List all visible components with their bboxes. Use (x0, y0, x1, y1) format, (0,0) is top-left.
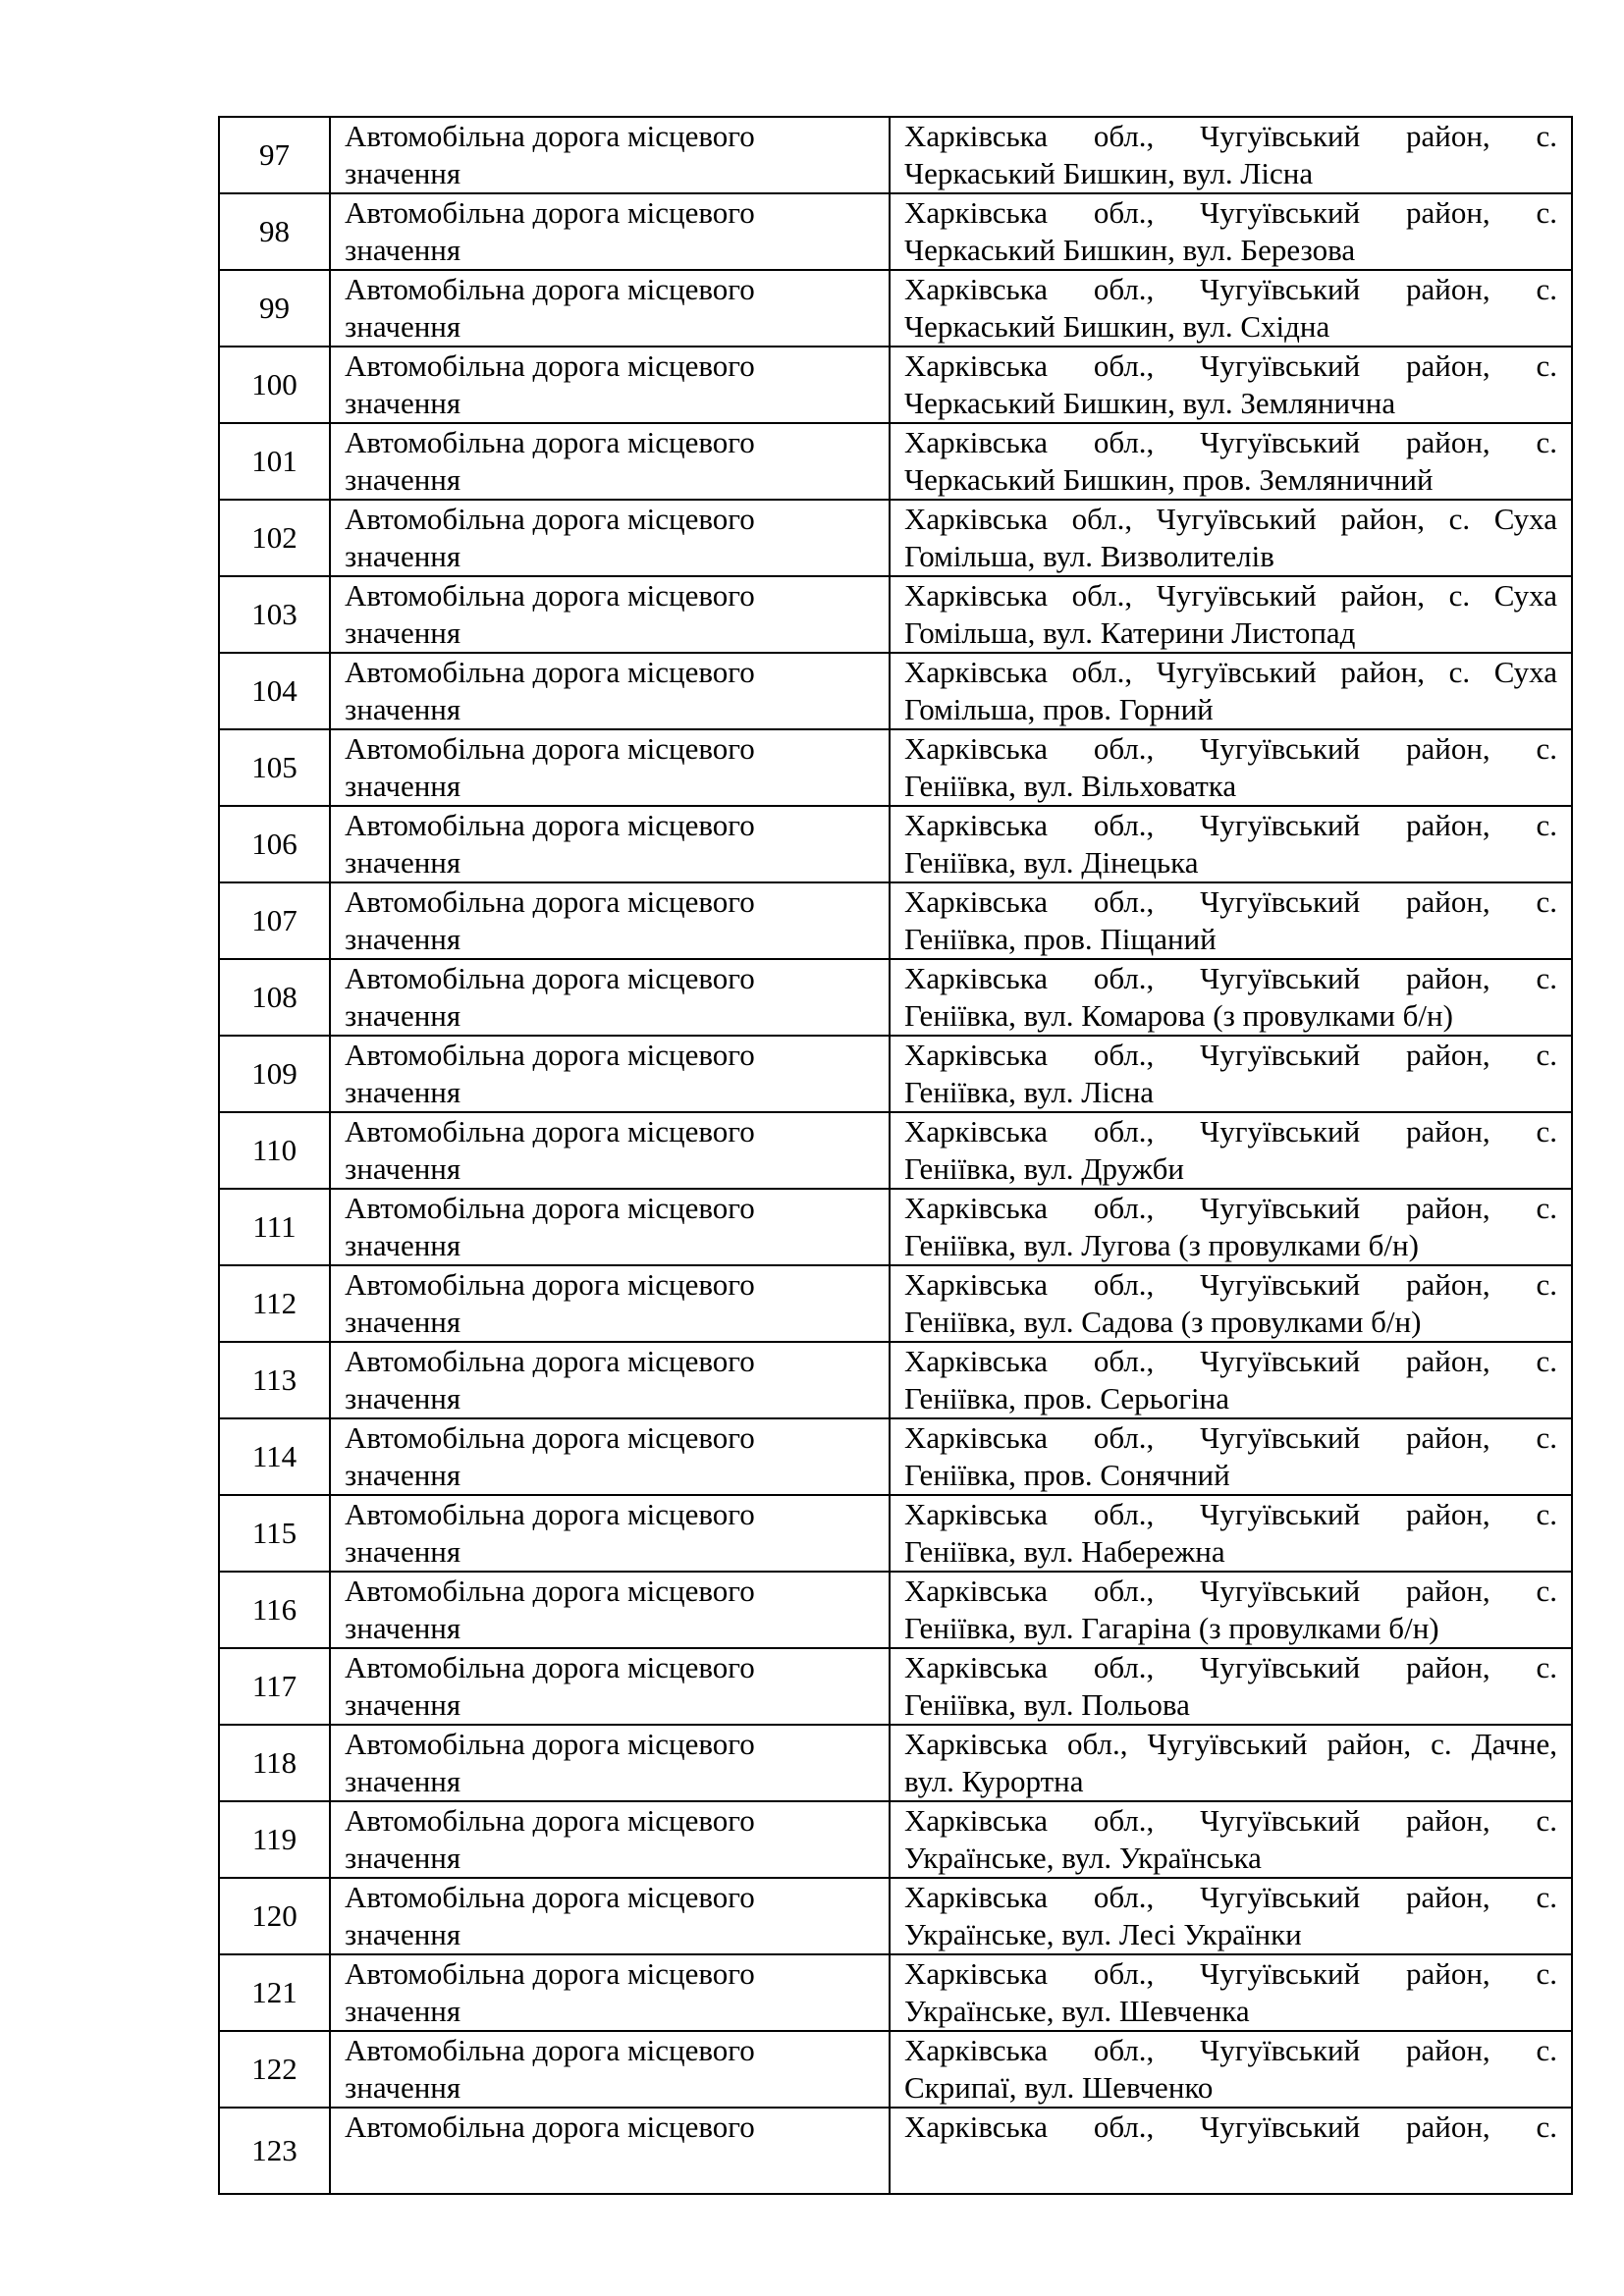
address-line: Харківська обл., Чугуївський район, с. (904, 1191, 1557, 1225)
object-name-line: значення (345, 1534, 461, 1569)
address-line: Харківська обл., Чугуївський район, с. (904, 1344, 1557, 1378)
address-cell (890, 1189, 1572, 1265)
row-number: 100 (219, 347, 330, 423)
object-name-line: Автомобільна дорога місцевого (345, 1880, 755, 1914)
object-name-line: значення (345, 769, 461, 803)
object-name-cell (330, 2031, 890, 2108)
table-row (219, 1954, 1572, 2031)
object-name-line: Автомобільна дорога місцевого (345, 1727, 755, 1761)
object-name-line: значення (345, 1994, 461, 2028)
address-line: Черкаський Бишкин, вул. Землянична (904, 386, 1396, 420)
object-name-line: Автомобільна дорога місцевого (345, 1803, 755, 1838)
address-line: Черкаський Бишкин, вул. Східна (904, 309, 1330, 344)
table-row (219, 2031, 1572, 2108)
address-cell (890, 2031, 1572, 2108)
row-number: 104 (219, 653, 330, 729)
address-line: Геніївка, пров. Сонячний (904, 1458, 1230, 1492)
object-name-line: Автомобільна дорога місцевого (345, 1420, 755, 1455)
row-number: 107 (219, 882, 330, 959)
row-number: 98 (219, 193, 330, 270)
table-row (219, 2108, 1572, 2194)
object-name-cell (330, 1342, 890, 1418)
object-name-line: Автомобільна дорога місцевого (345, 425, 755, 459)
address-line: Геніївка, вул. Дінецька (904, 845, 1199, 880)
address-line: Харківська обл., Чугуївський район, с. (904, 1114, 1557, 1148)
table-row (219, 1725, 1572, 1801)
row-number: 118 (219, 1725, 330, 1801)
address-line: Українське, вул. Шевченка (904, 1994, 1250, 2028)
object-name-line: Автомобільна дорога місцевого (345, 119, 755, 153)
row-number: 105 (219, 729, 330, 806)
address-cell (890, 959, 1572, 1036)
table-row (219, 193, 1572, 270)
row-number: 108 (219, 959, 330, 1036)
roads-table-body (219, 117, 1572, 2194)
object-name-line: Автомобільна дорога місцевого (345, 1038, 755, 1072)
table-row (219, 576, 1572, 653)
object-name-cell (330, 1036, 890, 1112)
address-line: Харківська обл., Чугуївський район, с. (904, 425, 1557, 459)
object-name-line: значення (345, 233, 461, 267)
object-name-line: Автомобільна дорога місцевого (345, 1497, 755, 1531)
object-name-line: Автомобільна дорога місцевого (345, 272, 755, 306)
address-cell (890, 2108, 1572, 2194)
table-row (219, 729, 1572, 806)
object-name-line: Автомобільна дорога місцевого (345, 1191, 755, 1225)
table-row (219, 653, 1572, 729)
table-row (219, 1265, 1572, 1342)
object-name-line: Автомобільна дорога місцевого (345, 731, 755, 766)
address-line: Гомільша, вул. Визволителів (904, 539, 1274, 573)
address-cell (890, 270, 1572, 347)
address-line: Геніївка, вул. Набережна (904, 1534, 1225, 1569)
table-row (219, 1495, 1572, 1572)
object-name-cell (330, 729, 890, 806)
object-name-cell (330, 347, 890, 423)
object-name-line: значення (345, 922, 461, 956)
address-line: Харківська обл., Чугуївський район, с. (904, 1880, 1557, 1914)
object-name-cell (330, 882, 890, 959)
address-line: Харківська обл., Чугуївський район, с. (904, 884, 1557, 919)
address-line: Українське, вул. Лесі Українки (904, 1917, 1302, 1951)
address-line: Харківська обл., Чугуївський район, с. (904, 1267, 1557, 1302)
address-cell (890, 1878, 1572, 1954)
object-name-line: Автомобільна дорога місцевого (345, 578, 755, 613)
object-name-line: значення (345, 309, 461, 344)
object-name-line: значення (345, 462, 461, 497)
table-row (219, 347, 1572, 423)
object-name-line: Автомобільна дорога місцевого (345, 1344, 755, 1378)
table-row (219, 1801, 1572, 1878)
address-cell (890, 653, 1572, 729)
row-number: 110 (219, 1112, 330, 1189)
object-name-cell (330, 959, 890, 1036)
address-line: Скрипаї, вул. Шевченко (904, 2070, 1214, 2105)
row-number: 103 (219, 576, 330, 653)
object-name-line: значення (345, 539, 461, 573)
object-name-line: Автомобільна дорога місцевого (345, 884, 755, 919)
address-line: Харківська обл., Чугуївський район, с. (904, 2109, 1557, 2144)
object-name-line: значення (345, 1075, 461, 1109)
object-name-cell (330, 1801, 890, 1878)
address-line: Харківська обл., Чугуївський район, с. Суха (904, 655, 1557, 689)
address-cell (890, 1342, 1572, 1418)
object-name-line: значення (345, 615, 461, 650)
object-name-cell (330, 1725, 890, 1801)
address-line: Харківська обл., Чугуївський район, с. (904, 1574, 1557, 1608)
address-cell (890, 1112, 1572, 1189)
address-cell (890, 193, 1572, 270)
address-cell (890, 729, 1572, 806)
object-name-cell (330, 1954, 890, 2031)
object-name-cell (330, 500, 890, 576)
address-line: Харківська обл., Чугуївський район, с. (904, 1420, 1557, 1455)
row-number: 123 (219, 2108, 330, 2194)
object-name-cell (330, 1878, 890, 1954)
row-number: 122 (219, 2031, 330, 2108)
address-line: Геніївка, вул. Садова (з провулками б/н) (904, 1305, 1422, 1339)
address-cell (890, 500, 1572, 576)
address-line: Геніївка, вул. Дружби (904, 1151, 1185, 1186)
object-name-line: значення (345, 1458, 461, 1492)
table-row (219, 882, 1572, 959)
table-row (219, 959, 1572, 1036)
object-name-cell (330, 1189, 890, 1265)
address-cell (890, 1954, 1572, 2031)
object-name-line: значення (345, 998, 461, 1033)
address-cell (890, 1725, 1572, 1801)
object-name-line: Автомобільна дорога місцевого (345, 195, 755, 230)
address-line: Харківська обл., Чугуївський район, с. (904, 1038, 1557, 1072)
address-line: вул. Курортна (904, 1764, 1084, 1798)
object-name-line: значення (345, 692, 461, 726)
table-row (219, 117, 1572, 193)
address-line: Харківська обл., Чугуївський район, с. (904, 272, 1557, 306)
address-cell (890, 806, 1572, 882)
object-name-line: Автомобільна дорога місцевого (345, 808, 755, 842)
address-cell (890, 576, 1572, 653)
row-number: 112 (219, 1265, 330, 1342)
object-name-cell (330, 806, 890, 882)
object-name-line: Автомобільна дорога місцевого (345, 961, 755, 995)
object-name-line: значення (345, 1917, 461, 1951)
row-number: 114 (219, 1418, 330, 1495)
address-cell (890, 1418, 1572, 1495)
object-name-line: значення (345, 1841, 461, 1875)
address-line: Харківська обл., Чугуївський район, с. Дачне, (904, 1727, 1557, 1761)
row-number: 106 (219, 806, 330, 882)
object-name-cell (330, 1112, 890, 1189)
address-line: Черкаський Бишкин, вул. Лісна (904, 156, 1314, 190)
table-row (219, 1112, 1572, 1189)
table-row (219, 1036, 1572, 1112)
row-number: 119 (219, 1801, 330, 1878)
address-cell (890, 347, 1572, 423)
address-line: Харківська обл., Чугуївський район, с. (904, 1803, 1557, 1838)
address-cell (890, 1648, 1572, 1725)
object-name-cell (330, 1572, 890, 1648)
address-cell (890, 1265, 1572, 1342)
row-number: 99 (219, 270, 330, 347)
address-line: Геніївка, пров. Серьогіна (904, 1381, 1229, 1415)
object-name-line: Автомобільна дорога місцевого (345, 1956, 755, 1991)
address-line: Українське, вул. Українська (904, 1841, 1262, 1875)
address-line: Гомільша, вул. Катерини Листопад (904, 615, 1356, 650)
address-line: Харківська обл., Чугуївський район, с. (904, 731, 1557, 766)
object-name-line: Автомобільна дорога місцевого (345, 502, 755, 536)
object-name-line: значення (345, 1764, 461, 1798)
address-cell (890, 423, 1572, 500)
address-line: Харківська обл., Чугуївський район, с. (904, 1956, 1557, 1991)
address-line: Харківська обл., Чугуївський район, с. (904, 961, 1557, 995)
row-number: 115 (219, 1495, 330, 1572)
object-name-cell (330, 193, 890, 270)
object-name-line: значення (345, 1151, 461, 1186)
address-cell (890, 1036, 1572, 1112)
address-line: Геніївка, вул. Комарова (з провулками б/н) (904, 998, 1453, 1033)
object-name-line: значення (345, 386, 461, 420)
object-name-line: Автомобільна дорога місцевого (345, 655, 755, 689)
address-line: Харківська обл., Чугуївський район, с. Суха (904, 502, 1557, 536)
object-name-line: Автомобільна дорога місцевого (345, 1574, 755, 1608)
address-line: Харківська обл., Чугуївський район, с. (904, 2033, 1557, 2067)
object-name-cell (330, 1495, 890, 1572)
object-name-line: Автомобільна дорога місцевого (345, 2033, 755, 2067)
object-name-line: значення (345, 1305, 461, 1339)
address-line: Гомільша, пров. Горний (904, 692, 1214, 726)
address-line: Геніївка, вул. Гагаріна (з провулками б/н) (904, 1611, 1439, 1645)
object-name-line: значення (345, 1228, 461, 1262)
object-name-cell (330, 2108, 890, 2194)
row-number: 97 (219, 117, 330, 193)
address-line: Харківська обл., Чугуївський район, с. (904, 348, 1557, 383)
address-cell (890, 1495, 1572, 1572)
address-line: Харківська обл., Чугуївський район, с. (904, 195, 1557, 230)
object-name-cell (330, 653, 890, 729)
address-line: Черкаський Бишкин, пров. Земляничний (904, 462, 1434, 497)
object-name-line: Автомобільна дорога місцевого (345, 1650, 755, 1684)
object-name-cell (330, 576, 890, 653)
address-line: Харківська обл., Чугуївський район, с. Суха (904, 578, 1557, 613)
address-cell (890, 882, 1572, 959)
address-line: Харківська обл., Чугуївський район, с. (904, 119, 1557, 153)
address-line: Геніївка, вул. Вільховатка (904, 769, 1237, 803)
row-number: 120 (219, 1878, 330, 1954)
object-name-line: Автомобільна дорога місцевого (345, 348, 755, 383)
object-name-line: значення (345, 2070, 461, 2105)
object-name-line: значення (345, 1381, 461, 1415)
row-number: 111 (219, 1189, 330, 1265)
address-line: Черкаський Бишкин, вул. Березова (904, 233, 1356, 267)
roads-table (218, 116, 1573, 2195)
table-row (219, 1572, 1572, 1648)
address-line: Харківська обл., Чугуївський район, с. (904, 1650, 1557, 1684)
address-cell (890, 1572, 1572, 1648)
object-name-cell (330, 270, 890, 347)
object-name-line: Автомобільна дорога місцевого (345, 1267, 755, 1302)
table-row (219, 806, 1572, 882)
table-row (219, 1648, 1572, 1725)
table-row (219, 423, 1572, 500)
object-name-line: значення (345, 1687, 461, 1722)
address-cell (890, 1801, 1572, 1878)
object-name-cell (330, 1648, 890, 1725)
row-number: 116 (219, 1572, 330, 1648)
table-row (219, 1189, 1572, 1265)
address-line: Геніївка, вул. Лісна (904, 1075, 1155, 1109)
object-name-cell (330, 1265, 890, 1342)
object-name-line: значення (345, 1611, 461, 1645)
address-line: Харківська обл., Чугуївський район, с. (904, 1497, 1557, 1531)
object-name-line: Автомобільна дорога місцевого (345, 2109, 755, 2144)
row-number: 117 (219, 1648, 330, 1725)
address-line: Геніївка, пров. Піщаний (904, 922, 1217, 956)
object-name-cell (330, 117, 890, 193)
table-row (219, 1342, 1572, 1418)
table-row (219, 500, 1572, 576)
table-row (219, 270, 1572, 347)
table-row (219, 1418, 1572, 1495)
row-number: 109 (219, 1036, 330, 1112)
object-name-line: значення (345, 156, 461, 190)
address-cell (890, 117, 1572, 193)
row-number: 121 (219, 1954, 330, 2031)
row-number: 102 (219, 500, 330, 576)
address-line: Харківська обл., Чугуївський район, с. (904, 808, 1557, 842)
row-number: 113 (219, 1342, 330, 1418)
object-name-cell (330, 1418, 890, 1495)
address-line: Геніївка, вул. Лугова (з провулками б/н) (904, 1228, 1419, 1262)
object-name-line: Автомобільна дорога місцевого (345, 1114, 755, 1148)
address-line: Геніївка, вул. Польова (904, 1687, 1190, 1722)
object-name-cell (330, 423, 890, 500)
row-number: 101 (219, 423, 330, 500)
object-name-line: значення (345, 845, 461, 880)
table-row (219, 1878, 1572, 1954)
